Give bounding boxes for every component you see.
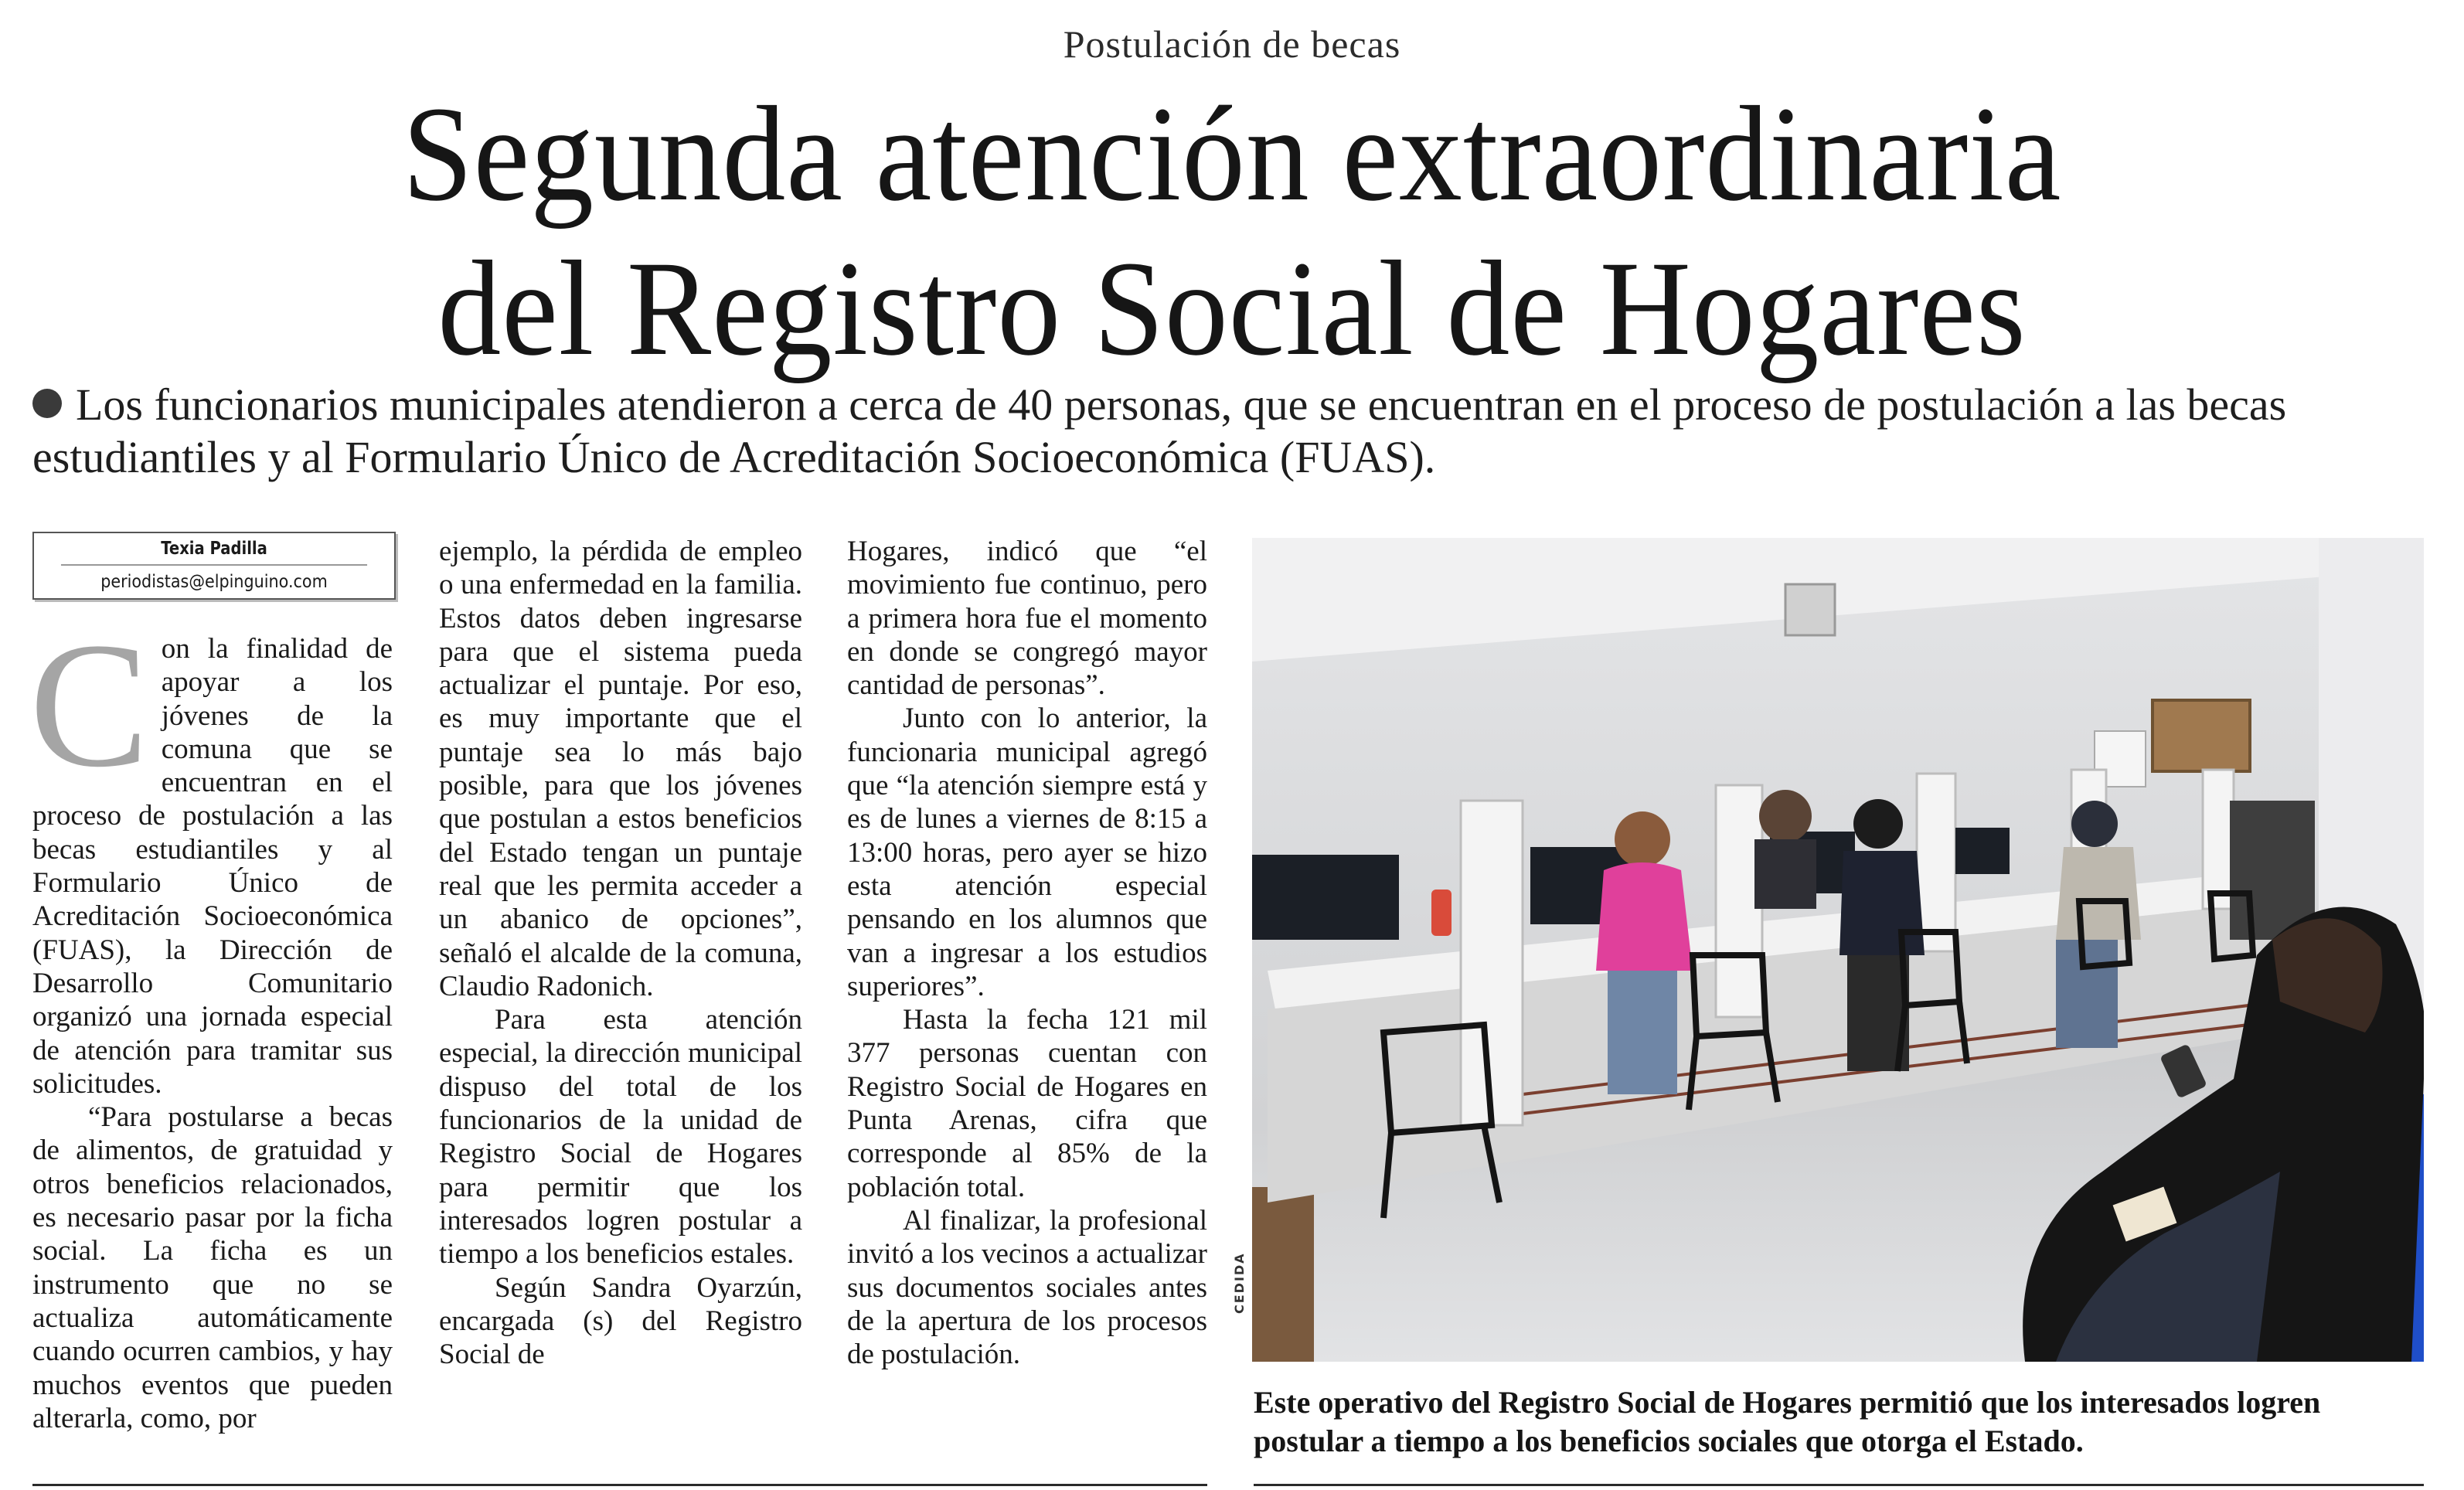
article-column-3 [847, 535, 1207, 1371]
lead-text: Los funcionarios municipales atendieron a cerca de 40 personas, que se encuentran en el proceso de postulación a las becas estudiantiles y al Formulario Único de Acreditación Socioeconómica (FUAS). [32, 379, 2287, 482]
byline-box [32, 532, 396, 600]
paragraph: Al finalizar, la profesional invitó a los vecinos a actualizar sus documentos sociales antes de la apertura de los procesos de postulación. [847, 1204, 1207, 1371]
article-column-1 [29, 606, 393, 1435]
office-scene-illustration [1252, 538, 2424, 1362]
kicker: Postulación de becas [1063, 22, 1401, 66]
paragraph: Junto con lo anterior, la funcionaria municipal agregó que “la atención siempre está y es de lunes a viernes de 8:15 a 13:00 horas, pero ayer se hizo esta atención especial pensando en los alumnos que van a ingresar a los estudios superiores”. [847, 702, 1207, 1002]
article-column-2 [439, 535, 802, 1371]
paragraph [29, 606, 393, 1100]
bottom-rule-left [32, 1484, 1207, 1486]
paragraph: “Para postularse a becas de alimentos, de gratuidad y otros beneficios relacionados, es necesario pasar por la ficha social. La ficha es un instrumento que no se actualiza automáticamente cuando ocurren cambios, y hay muchos eventos que pueden alterarla, como, por [32, 1101, 393, 1434]
paragraph: ejemplo, la pérdida de empleo o una enfermedad en la familia. Estos datos deben ingresarse para que el sistema pueda actualizar el puntaje. Por eso, es muy importante que el puntaje sea lo más bajo posible, para que los jóvenes que postulan a estos beneficios del Estado tengan un puntaje real que les permita acceder a un abanico de opciones”, señaló el alcalde de la comuna, Claudio Radonich. [439, 536, 802, 1002]
bottom-rule-right [1254, 1484, 2424, 1486]
paragraph: Hasta la fecha 121 mil 377 personas cuentan con Registro Social de Hogares en Punta Arenas, cifra que corresponde al 85% de la población total. [847, 1004, 1207, 1203]
lead-paragraph [32, 379, 2436, 484]
headline [87, 77, 2378, 386]
photo-caption: Este operativo del Registro Social de Hogares permitió que los interesados logren postular a tiempo a los beneficios sociales que otorga el Estado. [1254, 1385, 2321, 1458]
paragraph: Según Sandra Oyarzún, encargada (s) del Registro Social de [439, 1271, 802, 1371]
drop-cap: C [29, 606, 149, 805]
author-email: periodistas@elpinguino.com [100, 572, 328, 592]
author-name: Texia Padilla [61, 533, 367, 566]
photo-credit: CEDIDA [1232, 1252, 1247, 1314]
paragraph: Para esta atención especial, la dirección municipal dispuso del total de los funcionarios de la unidad de Registro Social de Hogares para permitir que los interesados logren postular a tiempo a los beneficios estales. [439, 1004, 802, 1271]
paragraph-text: on la finalidad de apoyar a los jóvenes de la comuna que se encuentran en el proceso de postulación a las becas estudiantiles y al Formulario Único de Acreditación Socioeconómica (FUAS), la Dirección de Desarrollo Comunitario organizó una jornada especial de atención para tramitar sus solicitudes. [32, 633, 393, 1100]
bullet-icon [32, 389, 62, 418]
headline-line-1: Segunda atención extraordinaria [402, 79, 2062, 230]
article-photo [1252, 538, 2424, 1362]
paragraph: Hogares, indicó que “el movimiento fue continuo, pero a primera hora fue el momento en donde se congregó mayor cantidad de personas”. [847, 536, 1207, 702]
headline-line-2: del Registro Social de Hogares [437, 233, 2027, 384]
